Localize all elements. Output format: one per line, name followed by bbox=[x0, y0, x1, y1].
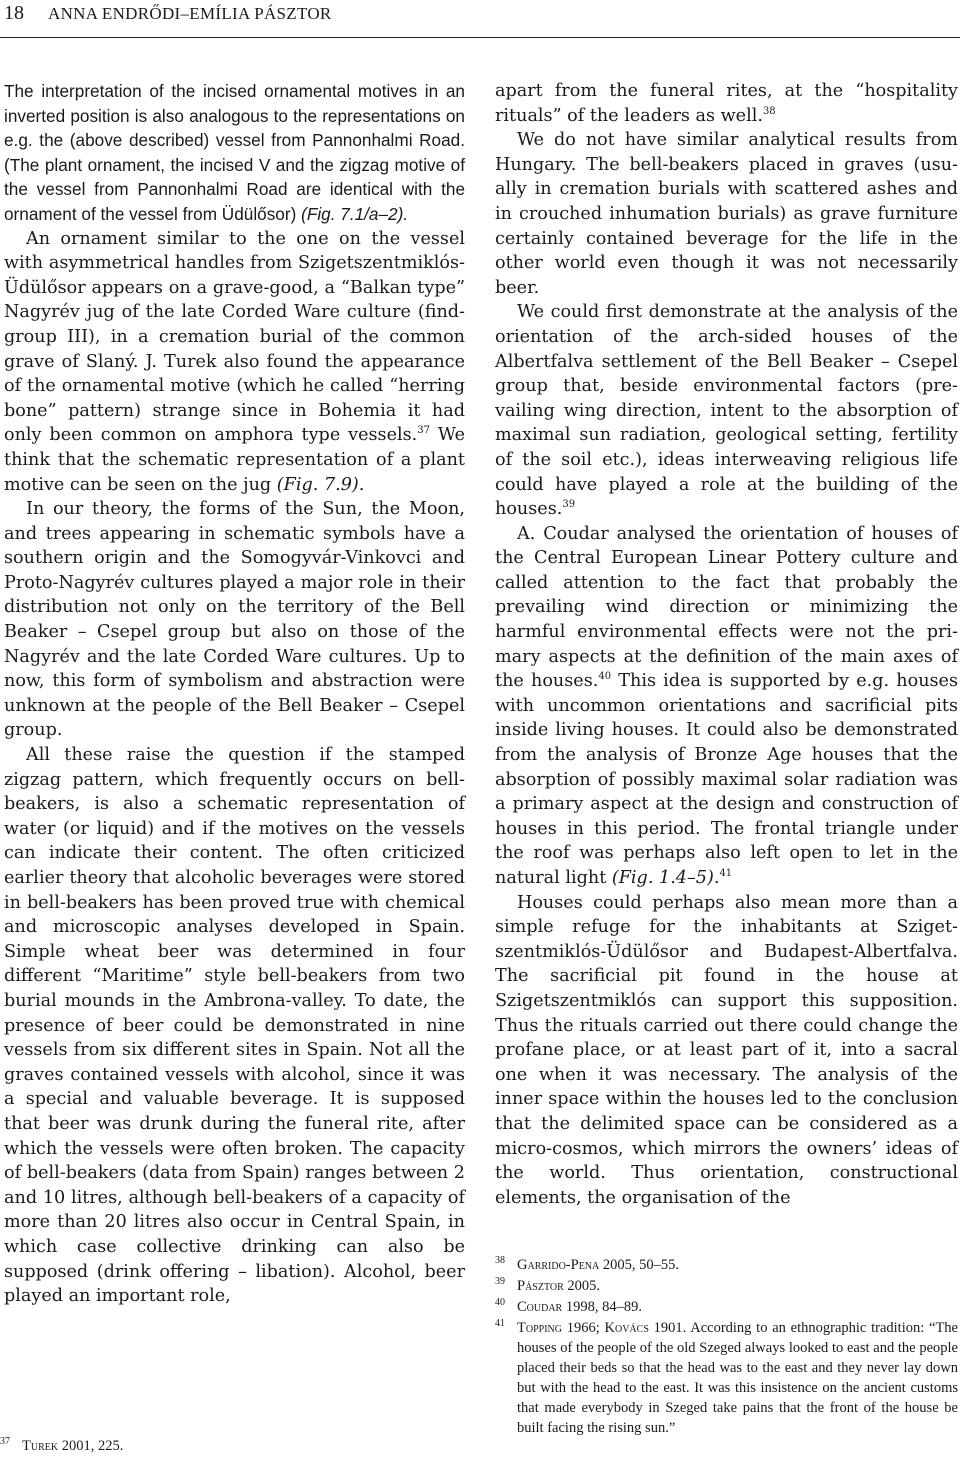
paragraph bbox=[495, 522, 958, 891]
paragraph bbox=[4, 79, 465, 227]
footnote-39 bbox=[495, 1276, 958, 1296]
figure-reference: (Fig. 1.4–5). bbox=[611, 868, 720, 888]
footnote-41 bbox=[495, 1318, 958, 1438]
paragraph bbox=[495, 79, 958, 128]
footnote-marker: 37 bbox=[417, 425, 430, 437]
paragraph bbox=[495, 300, 958, 521]
header-rule bbox=[0, 37, 960, 38]
figure-reference: (Fig. 7.9). bbox=[276, 474, 365, 495]
paragraph-text: We could first demonstrate at the analysis of the orientation of the arch-sided houses of the Albertfalva settlement of the Bell Beaker – Csepel group that, beside environmental factors (prevailing wing direction, intent to the absorption of maximal sun radiation, geological setting, fertility of the soil etc.), ideas interweaving religious life could have played a role at the building of the houses. bbox=[495, 302, 958, 520]
page-number: 18 bbox=[4, 2, 24, 24]
paragraph-text: apart from the funeral rites, at the “hospitality rituals” of the leaders as well. bbox=[495, 81, 958, 126]
footnote-text: Pásztor 2005. bbox=[517, 1278, 601, 1294]
paragraph: Houses could perhaps also mean more than a simple refuge for the inhabitants at Szigetszentmiklós-Üdülősor and Budapest-Albertfalva. The sacrificial pit found in the house at Szigetszentmiklós can support this supposition. Thus the rituals carried out there could change the profane place, or at least part of it, into a sacral one when it was necessary. The analysis of the inner space within the houses led to the conclusion that the delimited space can be considered as a micro-cosmos, which mirrors the owners’ ideas of the world. Thus orientation, constructional elements, the organisation of the bbox=[495, 892, 958, 1208]
footnote-number: 37 bbox=[0, 1436, 10, 1447]
footnote-citation: Topping 1966; Kovács 1901. bbox=[517, 1320, 687, 1336]
paragraph-text: A. Coudar analysed the orientation of houses of the Central European Linear Pottery culture and called attention to the fact that probably the prevailing wind direction or minimizing the harmful environmental effects were not the primary aspects at the definition of the main axes of the houses. bbox=[495, 523, 958, 692]
footnote-38 bbox=[495, 1255, 958, 1275]
paragraph-text: This idea is supported by e.g. houses with uncommon orientations and sacrificial pits inside living houses. It could also be demonstrated from the analysis of Bronze Age houses that the absorption of possibly maximal solar radiation was a primary aspect at the design and construction of houses in this period. The frontal triangle under the roof was perhaps also left open to let in the natural light bbox=[495, 671, 958, 888]
page-header bbox=[0, 0, 960, 30]
paragraph: In our theory, the forms of the Sun, the Moon, and trees appearing in schematic symbols have a southern origin and the Somogyvár-Vinkovci and Proto-Nagyrév cultures played a major role in their distribution not only on the territory of the Bell Beaker – Csepel group but also on those of the Nagyrév and the late Corded Ware cultures. Up to now, this form of symbolism and abstraction were unknown at the people of the Bell Beaker – Csepel group. bbox=[4, 499, 465, 741]
left-column bbox=[4, 79, 465, 1309]
footnote-number: 38 bbox=[495, 1255, 505, 1266]
footnote-text: Coudar 1998, 84–89. bbox=[517, 1299, 642, 1315]
paragraph-text: The interpretation of the incised ornamental motives in an inverted position is also analogous to the representations on e.g. the (above described) vessel from Pannonhalmi Road. (The plant ornament, the incised V and the zigzag motive of the vessel from Pannonhalmi Road are identical with the ornament of the vessel from Üdülősor) bbox=[4, 81, 465, 224]
footnote-text bbox=[495, 1318, 958, 1438]
footnote-quote: According to an ethnographic tradition: “The houses of the people of the old Szeged always looked to east and the people placed their beds so that the head was to the east and they never lay down but with the head to the east. It was this insistence on the ancient customs that made everybody in Szeged take pains that the front of the house be built facing the rising sun.” bbox=[517, 1320, 958, 1436]
footnote-number: 41 bbox=[495, 1318, 505, 1329]
footnote-number: 40 bbox=[495, 1297, 505, 1308]
footnote-marker: 40 bbox=[598, 671, 612, 683]
footnote-number: 39 bbox=[495, 1276, 505, 1287]
paragraph bbox=[4, 227, 465, 498]
paragraph: We do not have similar analytical results from Hungary. The bell-beakers placed in graves (usually in cremation burials with scattered ashes and in crouched inhumation burials) as grave furniture certainly contained beverage for the life in the other world even though it was not necessarily beer. bbox=[495, 130, 958, 298]
footnote-marker: 41 bbox=[719, 868, 733, 879]
footnote-marker: 39 bbox=[562, 499, 576, 511]
footnote-text: Garrido-Pena 2005, 50–55. bbox=[517, 1257, 680, 1273]
footnote-40 bbox=[495, 1297, 958, 1317]
figure-reference: (Fig. 7.1/a–2). bbox=[301, 203, 409, 224]
footnote-37 bbox=[0, 1436, 460, 1456]
footnote-text: Turek 2001, 225. bbox=[22, 1438, 124, 1454]
running-title: ANNA ENDRŐDI–EMÍLIA PÁSZTOR bbox=[48, 4, 332, 23]
paragraph-text: An ornament similar to the one on the vessel with asymmetrical handles from Szigetszentmiklós-Üdülősor appears on a grave-good, a “Balkan type” Nagyrév jug of the late Corded Ware culture (find-group III), in a cremation burial of the common grave of Slaný. J. Turek also found the appearance of the ornamental motive (which he called “herring bone” pattern) strange since in Bohemia it had only been common on amphora type vessels. bbox=[4, 228, 465, 446]
paragraph: All these raise the question if the stamped zigzag pattern, which frequently occurs on bell-beakers, is also a schematic representation of water (or liquid) and if the motives on the vessels can indicate their content. The often criticized earlier theory that alcoholic beverages were stored in bell-beakers has been proved true with chemical and microscopic analyses developed in Spain. Simple wheat beer was determined in four different “Maritime” style bell-beakers from two burial mounds in the Ambrona-valley. To date, the presence of beer could be demonstrated in nine vessels from six different sites in Spain. Not all the graves contained vessels with alcohol, since it was a special and valuable beverage. It is supposed that beer was drunk during the funeral rite, after which the vessels were often broken. The capacity of bell-beakers (data from Spain) ranges between 2 and 10 litres, although bell-beakers of a capacity of more than 20 litres also occur in Central Spain, in which case collective drinking can also be supposed (drink offering – libation). Alcohol, beer played an important role, bbox=[4, 745, 465, 1307]
paragraph-text: We think that the schematic representation of a plant motive can be seen on the jug bbox=[4, 425, 465, 495]
right-column bbox=[495, 79, 958, 1210]
footnote-marker: 38 bbox=[762, 105, 776, 117]
